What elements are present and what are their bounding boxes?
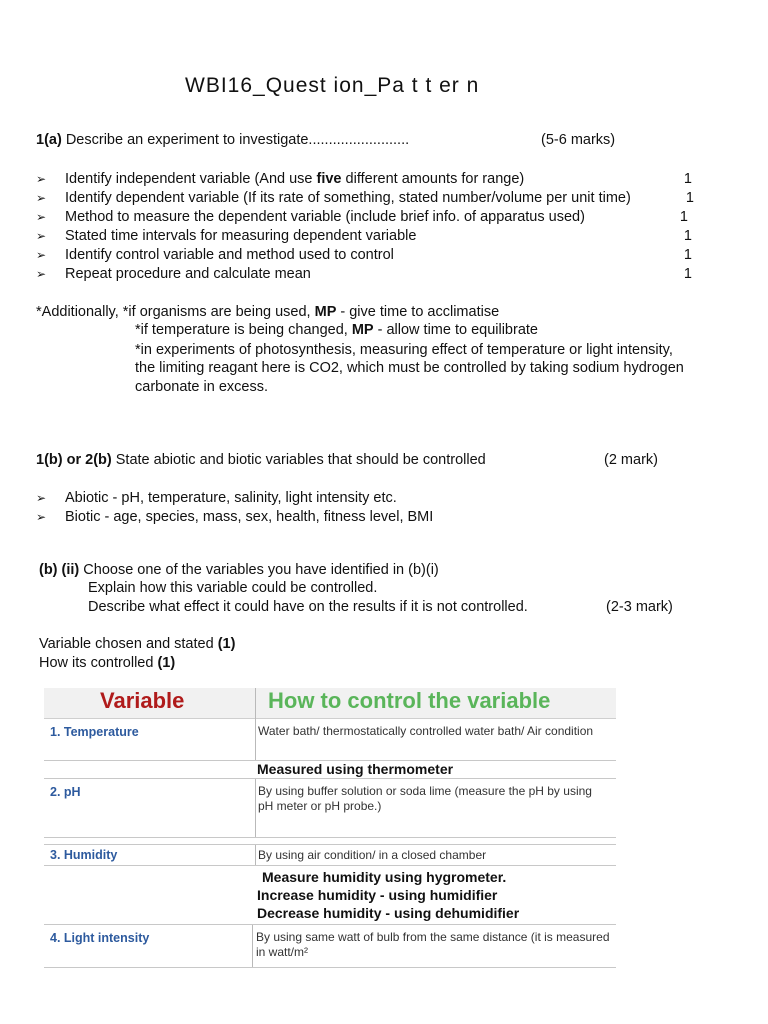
question-text: State abiotic and biotic variables that should be controlled (111, 452, 486, 468)
arrow-bullet-icon: ➢ (36, 510, 47, 524)
answer-line: How its controlled (1) (39, 655, 176, 671)
arrow-bullet-icon: ➢ (36, 210, 47, 224)
question-text: Describe an experiment to investigate......................... (65, 132, 410, 148)
question-text: Explain how this variable could be controlled. (88, 580, 378, 596)
handwritten-note: Increase humidity - using humidifier (257, 887, 498, 903)
q1b-bullet-list (36, 489, 696, 527)
mark-value: 1 (683, 228, 692, 244)
row-variable: 3. Humidity (50, 848, 118, 862)
question-marks: (2 mark) (604, 452, 658, 468)
additional-note-line: the limiting reagant here is CO2, which must be controlled by taking sodium hydrogen (135, 360, 684, 376)
row-control: By using same watt of bulb from the same distance (it is measured in watt/m² (256, 930, 610, 959)
row-variable: 2. pH (50, 785, 81, 799)
row-control: By using air condition/ in a closed chamber (258, 848, 487, 862)
handwritten-note: Measure humidity using hygrometer. (262, 869, 507, 885)
variable-control-table (44, 688, 616, 968)
row-control: Water bath/ thermostatically controlled water bath/ Air condition (258, 724, 594, 738)
mark-value: 1 (683, 247, 692, 263)
additional-note-line: *if temperature is being changed, MP - allow time to equilibrate (135, 322, 538, 338)
question-number: 1(a) (36, 132, 62, 148)
column-header-control: How to control the variable (268, 688, 551, 713)
table-header (44, 688, 616, 719)
list-item: ➢ Repeat procedure and calculate mean 1 (36, 266, 692, 282)
column-divider (255, 845, 256, 865)
column-divider (252, 925, 253, 967)
list-item: ➢ Method to measure the dependent variable (include brief info. of apparatus used) 1 (36, 209, 688, 225)
arrow-bullet-icon: ➢ (36, 248, 47, 262)
table-row (44, 924, 616, 968)
list-item: ➢ Biotic - age, species, mass, sex, health, fitness level, BMI (36, 509, 434, 525)
row-control: By using buffer solution or soda lime (measure the pH by using pH meter or pH probe.) (258, 784, 592, 813)
table-row (44, 778, 616, 838)
arrow-bullet-icon: ➢ (36, 191, 47, 205)
column-header-variable: Variable (100, 688, 185, 713)
row-variable: 1. Temperature (50, 725, 139, 739)
question-text: Choose one of the variables you have identified in (b)(i) (79, 562, 439, 578)
list-item: ➢ Identify independent variable (And use five different amounts for range) 1 (36, 171, 692, 187)
list-item: ➢ Identify dependent variable (If its rate of something, stated number/volume per unit time) 1 (36, 190, 694, 206)
q1a-bullet-list (36, 170, 696, 284)
mark-value: 1 (683, 266, 692, 282)
mark-value: 1 (683, 171, 692, 187)
handwritten-note: Measured using thermometer (257, 761, 454, 777)
list-item: ➢ Identify control variable and method used to control 1 (36, 247, 692, 263)
question-text: Describe what effect it could have on the results if it is not controlled. (88, 599, 528, 615)
column-divider (255, 779, 256, 837)
arrow-bullet-icon: ➢ (36, 267, 47, 281)
answer-line: Variable chosen and stated (1) (39, 636, 236, 652)
row-variable: 4. Light intensity (50, 931, 150, 945)
page-title: WBI16_Quest ion_Pa t t er n (185, 74, 480, 97)
question-number: (b) (ii) (39, 562, 80, 578)
question-number: 1(b) or 2(b) (36, 452, 112, 468)
table-row (44, 718, 616, 761)
mark-value: 1 (685, 190, 694, 206)
question-1a (36, 132, 409, 148)
question-1b (36, 452, 486, 468)
question-bii (39, 562, 439, 578)
list-item: ➢ Abiotic - pH, temperature, salinity, light intensity etc. (36, 490, 397, 506)
arrow-bullet-icon: ➢ (36, 229, 47, 243)
question-marks: (5-6 marks) (541, 132, 616, 148)
additional-note-line: carbonate in excess. (135, 379, 268, 395)
question-marks: (2-3 mark) (606, 599, 673, 615)
list-item: ➢ Stated time intervals for measuring dependent variable 1 (36, 228, 692, 244)
mark-value: 1 (679, 209, 688, 225)
additional-note-line: *in experiments of photosynthesis, measuring effect of temperature or light intensity, (135, 342, 673, 358)
arrow-bullet-icon: ➢ (36, 172, 47, 186)
table-row (44, 844, 616, 866)
arrow-bullet-icon: ➢ (36, 491, 47, 505)
handwritten-note: Decrease humidity - using dehumidifier (257, 905, 520, 921)
additional-note-line: *Additionally, *if organisms are being used, MP - give time to acclimatise (36, 304, 500, 320)
